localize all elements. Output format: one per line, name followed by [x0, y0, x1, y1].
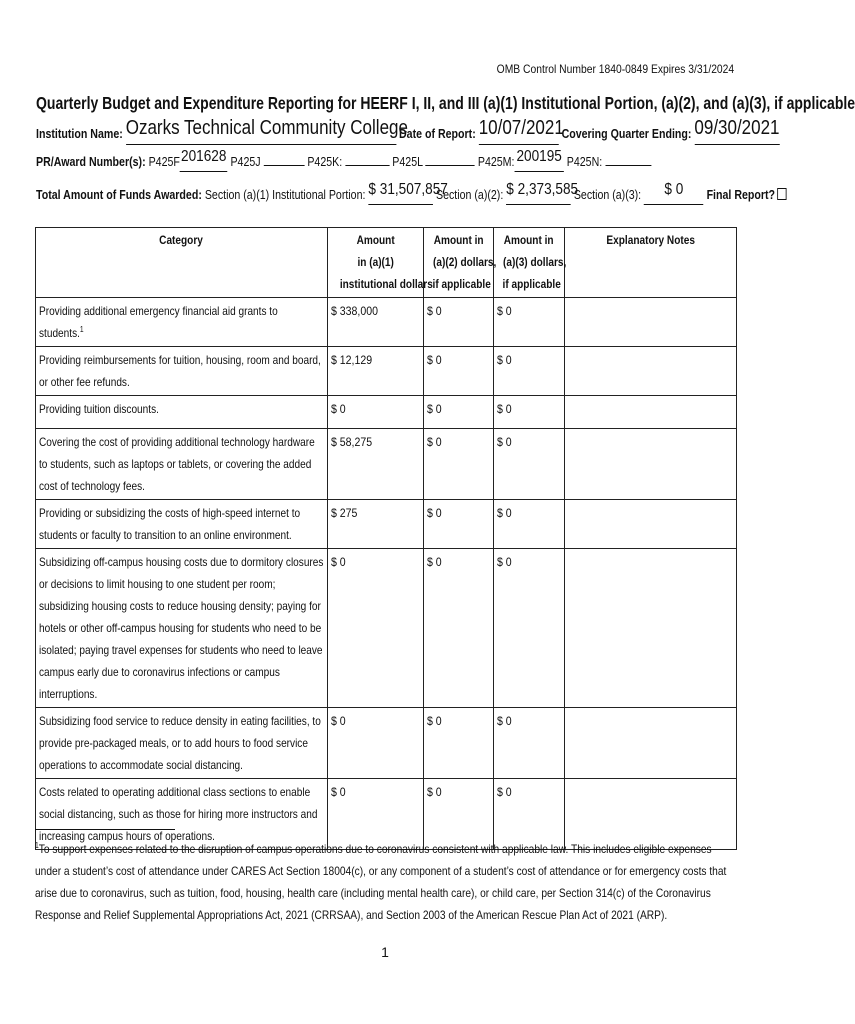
category-cell: Providing reimbursements for tuition, housing, room and board, or other fee refunds.	[36, 347, 328, 396]
date-of-report-value: 10/07/2021	[478, 117, 564, 139]
a1-amount-header: Amount in (a)(1) institutional dollars	[328, 228, 424, 298]
p425k-field[interactable]	[345, 165, 389, 166]
a3-amount-cell[interactable]: $ 0	[494, 396, 565, 429]
a1-amount-cell[interactable]: $ 12,129	[328, 347, 424, 396]
table-header-row	[36, 228, 737, 298]
page-title: Quarterly Budget and Expenditure Reporting for HEERF I, II, and III (a)(1) Institutional Portion, (a)(2), and (a)(3), if applicable	[36, 93, 855, 113]
institution-name-field[interactable]	[125, 117, 408, 145]
p425f-value: 201628	[181, 148, 227, 165]
p425j-label: P425J	[230, 155, 261, 169]
a3-amount-cell[interactable]: $ 0	[494, 549, 565, 708]
a3-total-value: $ 0	[664, 181, 684, 198]
notes-cell[interactable]	[565, 347, 737, 396]
a2-amount-cell[interactable]: $ 0	[424, 347, 494, 396]
explanatory-notes-header: Explanatory Notes	[565, 228, 737, 298]
category-cell: Providing tuition discounts.	[36, 396, 328, 429]
a2-amount-cell[interactable]: $ 0	[424, 429, 494, 500]
table-row	[36, 396, 737, 429]
date-of-report-field[interactable]	[478, 117, 564, 145]
a1-amount-cell[interactable]: $ 338,000	[328, 298, 424, 347]
category-cell: Covering the cost of providing additional technology hardware to students, such as laptops or tablets, or covering the added cost of technology fees.	[36, 429, 328, 500]
a2-amount-cell[interactable]: $ 0	[424, 549, 494, 708]
category-cell: Providing or subsidizing the costs of high-speed internet to students or faculty to transition to an online environment.	[36, 500, 328, 549]
table-row	[36, 708, 737, 779]
a2-amount-header: Amount in (a)(2) dollars, if applicable	[424, 228, 494, 298]
table-row	[36, 298, 737, 347]
a2-total-value: $ 2,373,585	[506, 181, 579, 198]
table-row	[36, 500, 737, 549]
a1-amount-cell[interactable]: $ 0	[328, 779, 424, 850]
category-cell: Subsidizing off-campus housing costs due to dormitory closures or decisions to limit housing to one student per room; subsidizing housing costs to reduce housing density; paying for hotels or other off-campus housing for students who need to be isolated; paying travel expenses for students who need to leave campus early due to coronavirus infections or campus interruptions.	[36, 549, 328, 708]
table-row	[36, 347, 737, 396]
a1-total-value: $ 31,507,857	[368, 181, 448, 198]
p425n-label: P425N:	[566, 155, 603, 169]
footnote-number: 1	[35, 841, 39, 850]
a2-amount-cell[interactable]: $ 0	[424, 396, 494, 429]
footnote-divider	[35, 829, 175, 830]
a2-amount-cell[interactable]: $ 0	[424, 779, 494, 850]
footnote	[35, 838, 732, 926]
institution-label: Institution Name:	[36, 127, 123, 141]
notes-cell[interactable]	[565, 500, 737, 549]
category-header: Category	[36, 228, 328, 298]
a1-total-field[interactable]	[368, 181, 448, 205]
budget-table	[35, 227, 737, 850]
p425m-label: P425M:	[477, 155, 515, 169]
p425m-field[interactable]	[514, 148, 563, 172]
final-report-label: Final Report?	[706, 188, 776, 202]
category-cell: Costs related to operating additional class sections to enable social distancing, such as those for hiring more instructors and increasing campus hours of operations.	[36, 779, 328, 850]
a2-total-field[interactable]	[506, 181, 579, 205]
footnote-text: To support expenses related to the disruption of campus operations due to coronavirus consistent with applicable law. This includes eligible expenses under a student’s cost of attendance under CARES Act Section 18004(c), or any component of a student’s cost of attendance or for emergency costs that arise due to coronavirus, such as tuition, food, housing, health care (including mental health care), or child care, per Section 314(c) of the Coronavirus Response and Relief Supplemental Appropriations Act, 2021 (CRRSAA), and Section 2003 of the American Rescue Plan Act of 2021 (ARP).	[35, 842, 727, 922]
quarter-label: Covering Quarter Ending:	[561, 127, 692, 141]
category-cell: Providing additional emergency financial aid grants to students.$^1$	[36, 298, 328, 347]
table-row	[36, 549, 737, 708]
p425n-field[interactable]	[605, 165, 651, 166]
institution-row	[36, 117, 780, 145]
date-label: Date of Report:	[399, 127, 476, 141]
notes-cell[interactable]	[565, 298, 737, 347]
a1-amount-cell[interactable]: $ 0	[328, 396, 424, 429]
total-funds-label: Total Amount of Funds Awarded:	[36, 188, 202, 202]
award-number-row	[36, 148, 733, 172]
notes-cell[interactable]	[565, 549, 737, 708]
a3-amount-header: Amount in (a)(3) dollars, if applicable	[494, 228, 565, 298]
institution-name-value: Ozarks Technical Community College	[125, 117, 408, 139]
p425j-field[interactable]	[264, 165, 305, 166]
a2-amount-cell[interactable]: $ 0	[424, 500, 494, 549]
a3-amount-cell[interactable]: $ 0	[494, 500, 565, 549]
a3-amount-cell[interactable]: $ 0	[494, 779, 565, 850]
p425l-field[interactable]	[426, 165, 475, 166]
a1-amount-cell[interactable]: $ 0	[328, 549, 424, 708]
a1-amount-cell[interactable]: $ 0	[328, 708, 424, 779]
a3-amount-cell[interactable]: $ 0	[494, 347, 565, 396]
p425m-value: 200195	[516, 148, 562, 165]
page-number: 1	[381, 944, 389, 960]
notes-cell[interactable]	[565, 429, 737, 500]
a2-amount-cell[interactable]: $ 0	[424, 298, 494, 347]
pr-award-label: PR/Award Number(s):	[36, 155, 146, 169]
p425f-label: P425F	[148, 155, 180, 169]
table-row	[36, 429, 737, 500]
a3-total-field[interactable]	[644, 181, 704, 205]
p425k-label: P425K:	[307, 155, 343, 169]
a2-amount-cell[interactable]: $ 0	[424, 708, 494, 779]
a3-amount-cell[interactable]: $ 0	[494, 429, 565, 500]
final-report-checkbox[interactable]	[778, 188, 787, 200]
notes-cell[interactable]	[565, 708, 737, 779]
quarter-ending-field[interactable]	[694, 117, 780, 145]
quarter-ending-value: 09/30/2021	[694, 117, 780, 139]
p425f-field[interactable]	[180, 148, 228, 172]
a1-amount-cell[interactable]: $ 58,275	[328, 429, 424, 500]
a3-amount-cell[interactable]: $ 0	[494, 298, 565, 347]
funds-awarded-row	[36, 181, 776, 205]
category-cell: Subsidizing food service to reduce density in eating facilities, to provide pre-packaged meals, or to add hours to food service operations to accommodate social distancing.	[36, 708, 328, 779]
omb-control-number: OMB Control Number 1840-0849 Expires 3/31/2024	[496, 62, 734, 76]
p425l-label: P425L	[392, 155, 423, 169]
a1-amount-cell[interactable]: $ 275	[328, 500, 424, 549]
a3-amount-cell[interactable]: $ 0	[494, 708, 565, 779]
a2-section-label: Section (a)(2):	[435, 188, 504, 202]
a3-section-label: Section (a)(3):	[573, 188, 642, 202]
notes-cell[interactable]	[565, 396, 737, 429]
a1-portion-label: Section (a)(1) Institutional Portion:	[204, 188, 366, 202]
